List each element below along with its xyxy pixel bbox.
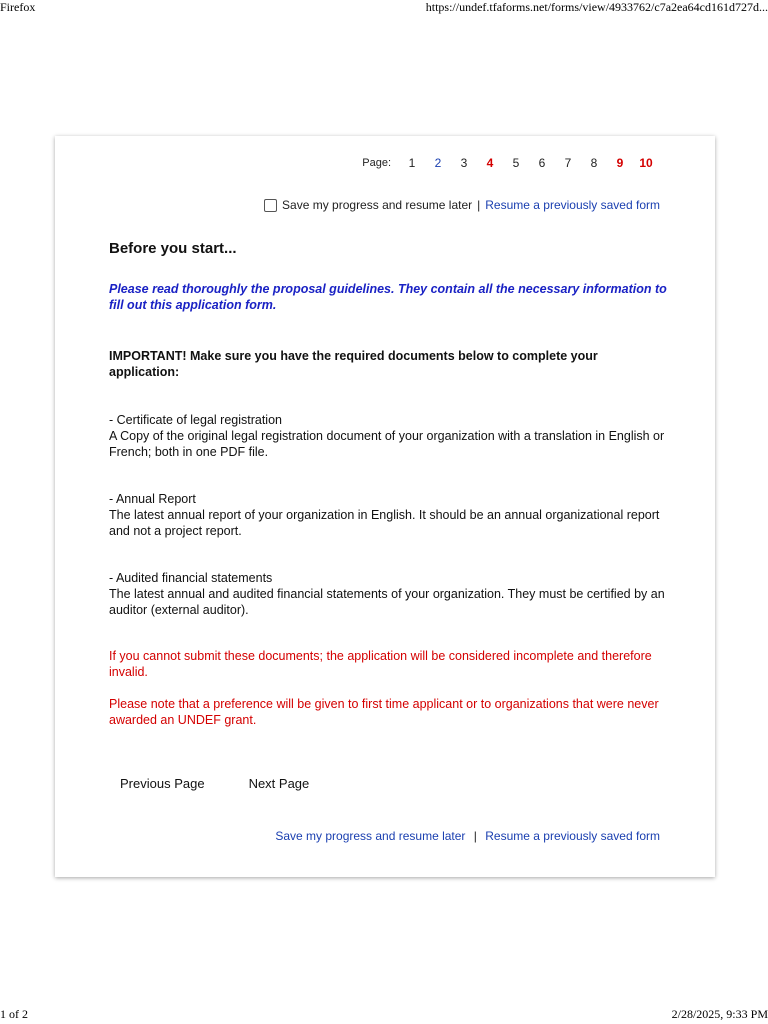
save-progress-label[interactable]: Save my progress and resume later [282,198,473,212]
page-link-2[interactable]: 2 [434,156,442,170]
save-progress-row [264,198,660,212]
page-link-8[interactable]: 8 [590,156,598,170]
page-label: Page: [362,157,391,169]
separator: | [477,198,481,212]
document-title: - Certificate of legal registration [109,413,282,427]
bottom-save-row [275,829,660,843]
document-title: - Audited financial statements [109,571,273,585]
app-name: Firefox [0,0,36,14]
page-count: 1 of 2 [0,1007,28,1021]
print-header [0,0,768,16]
page-navigator [362,156,659,170]
separator: | [473,829,477,843]
document-title: - Annual Report [109,492,196,506]
resume-saved-form-link[interactable]: Resume a previously saved form [485,829,660,843]
form-content [109,240,669,728]
page-nav-buttons [120,776,353,791]
save-progress-checkbox[interactable] [264,199,277,212]
document-description: The latest annual and audited financial statements of your organization. They must be certified by an auditor (external auditor). [109,587,665,617]
page-link-7[interactable]: 7 [564,156,572,170]
document-description: A Copy of the original legal registration document of your organization with a translation in English or French; both in one PDF file. [109,429,665,459]
incomplete-warning: If you cannot submit these documents; the application will be considered incomplete and therefore invalid. [109,649,652,679]
page-url: https://undef.tfaforms.net/forms/view/4933762/c7a2ea64cd161d727d... [425,0,768,14]
page-link-1[interactable]: 1 [408,156,416,170]
next-page-button[interactable]: Next Page [248,776,310,791]
document-item [109,570,669,618]
page-link-3[interactable]: 3 [460,156,468,170]
print-footer [0,1008,768,1024]
previous-page-button[interactable]: Previous Page [120,776,205,791]
resume-saved-form-link[interactable]: Resume a previously saved form [485,198,660,212]
page-link-6[interactable]: 6 [538,156,546,170]
page-link-4[interactable]: 4 [486,156,494,170]
print-datetime: 2/28/2025, 9:33 PM [671,1007,768,1021]
page-link-5[interactable]: 5 [512,156,520,170]
form-card [55,136,715,877]
document-description: The latest annual report of your organization in English. It should be an annual organizational report and not a project report. [109,508,660,538]
important-notice: IMPORTANT! Make sure you have the required documents below to complete your application: [109,349,598,379]
save-progress-link[interactable]: Save my progress and resume later [275,829,466,843]
preference-note: Please note that a preference will be given to first time applicant or to organizations that were never awarded an UNDEF grant. [109,697,659,727]
section-heading: Before you start... [109,240,237,257]
page-link-9[interactable]: 9 [616,156,624,170]
document-item [109,412,669,460]
page-link-10[interactable]: 10 [639,156,653,170]
document-item [109,491,669,539]
guidelines-intro: Please read thoroughly the proposal guidelines. They contain all the necessary information to fill out this application form. [109,282,667,312]
